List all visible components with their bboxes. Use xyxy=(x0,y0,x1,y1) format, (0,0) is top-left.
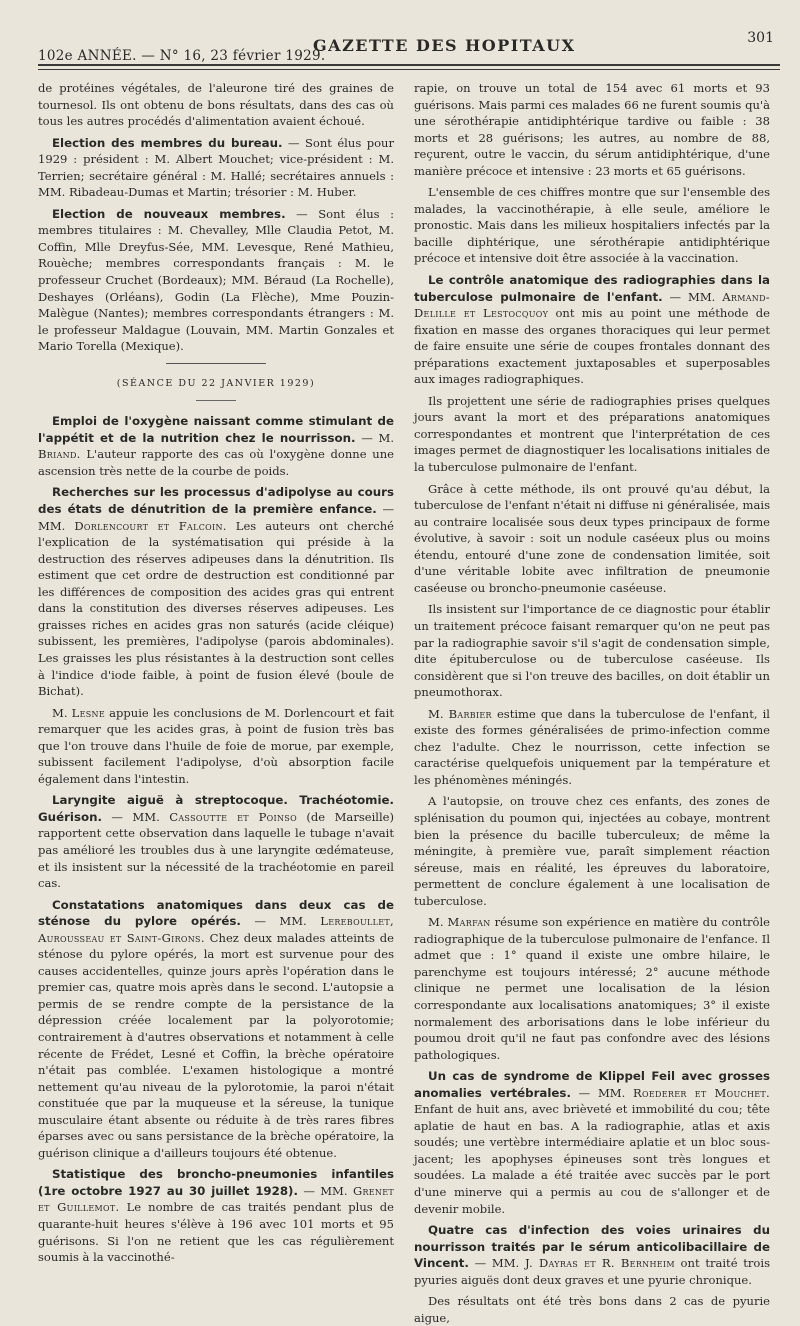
paragraph-lesne: M. Lesne appuie les conclusions de M. Dorlencourt et fait remarquer que les acides gras, à point de fusion très bas que l'on trouve dans l'huile de foie de morue, par exemple, subissent facilement l'adipolyse, d'où absorption facile également dans l'intestin. xyxy=(38,705,394,786)
paragraph: L'ensemble de ces chiffres montre que sur l'ensemble des malades, la vaccinothérapie, à elle seule, améliore le pronostic. Mais dans les milieux hospitaliers infectés par la bacille diphtérique, une sérothérapie antidiphtérique précoce et intensive doit être associée à la vaccination. xyxy=(414,185,770,266)
paragraph-marfan: M. Marfan résume son expérience en matière du contrôle radiographique de la tuberculose pulmonaire de l'enfance. Il admet que : 1° quand il existe une ombre hilaire, le parenchyme est toujours intéressé; 2° aucune méthode clinique ne permet une localisation de la lésion correspondante aux localisations anatomiques; 3° il existe normalement des arborisations dans le lobe inférieur du poumou droit qu'il ne faut pas confondre avec des lésions pathologiques. xyxy=(414,915,771,1062)
paragraph: de protéines végétales, de l'aleurone tiré des graines de tournesol. Ils ont obtenu de bons résultats, dans des cas où tous les autres procédés d'alimentation avaient échoué. xyxy=(38,81,394,129)
right-column xyxy=(414,80,771,1325)
article-bureau: Election des membres du bureau. — Sont élus pour 1929 : président : M. Albert Mouchet; vice-président : M. Terrien; secrétaire général : M. Hallé; secrétaires annuels : MM. Ribadeau-Dumas et Martin; trésorier : M. Huber. xyxy=(38,135,394,200)
article-title: Un cas de syndrome de Klippel Feil avec grosses anomalies vertébrales. xyxy=(414,1069,770,1100)
paragraph: Ils insistent sur l'importance de ce diagnostic pour établir un traitement précoce faisant remarquer qu'on ne peut pas par la radiographie savoir s'il s'agit de condensation simple, dite épituberculose ou de tuberculose caséeuse. Ils considèrent que si l'on treuve des bacilles, on doit établir un pneumothorax. xyxy=(414,602,770,700)
author: Briand. xyxy=(38,447,81,462)
header-rule xyxy=(38,64,780,66)
issue-info: 102e ANNÉE. — N° 16, 23 février 1929. xyxy=(38,48,326,64)
paragraph: Des résultats ont été très bons dans 2 cas de pyurie aigue, xyxy=(414,1294,770,1325)
article-nouveaux-membres: Election de nouveaux membres. — Sont élus : membres titulaires : M. Chevalley, Mlle Claudia Petot, M. Coffin, Mlle Dreyfus-Sée, MM. Levesque, René Mathieu, Rouèche; membres correspondants français : M. le professeur Cruchet (Bordeaux); MM. Béraud (La Rochelle), Deshayes (Orléans), Godin (La Flèche), Mme Pouzin-Malègue (Nantes); membres correspondants étrangers : M. le professeur Maldague (Louvain, MM. Martin Gonzales et Mario Torella (Mexique). xyxy=(38,206,394,354)
article-controle: Le contrôle anatomique des radiographies dans la tuberculose pulmonaire de l'enfant. — MM. Armand-Delille et Lestocquoy ont mis au point une méthode de fixation en masse des organes thoraciques qui leur permet de faire ensuite une série de coupes frontales donnant des préparations exactement juxtaposables et superposables aux images radiographiques. xyxy=(414,273,770,387)
author: Marfan xyxy=(447,915,491,930)
author: Roederer et Mouchet. xyxy=(633,1085,770,1100)
author: Armand-Delille et Lestocquoy xyxy=(414,289,770,321)
article-statistique: Statistique des broncho-pneumonies infantiles (1re octobre 1927 au 30 juillet 1928). — MM. Grenet et Guillemot. Le nombre de cas traités pendant plus de quarante-huit heures s'élève à 196 avec 101 morts et 95 guérisons. Si l'on ne retient que les cas régulièrement soumis à la vaccinothé- xyxy=(38,1167,395,1265)
article-oxygene: Emploi de l'oxygène naissant comme stimulant de l'appétit et de la nutrition chez le nourrisson. — M. Briand. L'auteur rapporte des cas où l'oxygène donne une ascension très nette de la courbe de poids. xyxy=(38,414,395,478)
paragraph: Grâce à cette méthode, ils ont prouvé qu'au début, la tuberculose de l'enfant n'était ni diffuse ni généralisée, mais au contraire localisée sous deux types principaux de forme évolutive, à savoir : soit un nodule caséeux plus ou moins étendu, entouré d'une zone de condensation limitée, soit d'une véritable lobite avec infiltration de pneumonie caséeuse ou broncho-pneumonie caséeuse. xyxy=(414,481,770,595)
article-title: Statistique des broncho-pneumonies infantiles (1re octobre 1927 au 30 juillet 1928). xyxy=(38,1167,394,1198)
left-column xyxy=(38,80,395,1265)
article-title: Constatations anatomiques dans deux cas de sténose du pylore opérés. xyxy=(38,897,394,929)
header-rule-thin xyxy=(38,69,780,70)
page-number: 301 xyxy=(747,30,774,46)
author: Cassoutte et Poinso xyxy=(169,809,297,824)
author: Lereboullet, Aurousseau et Saint-Girons. xyxy=(38,914,395,945)
paragraph: Ils projettent une série de radiographies prises quelques jours avant la mort et des préparations anatomiques correspondantes et montrent que l'interprétation de ces images permet de diagnostiquer les localisations initiales de la tuberculose pulmonaire de l'enfant. xyxy=(414,393,770,475)
seance-heading: (SÉANCE DU 22 JANVIER 1929) xyxy=(116,377,316,389)
article-pylore: Constatations anatomiques dans deux cas de sténose du pylore opérés. — MM. Lereboullet, Aurousseau et Saint-Girons. Chez deux malades atteints de sténose du pylore opérés, la mort est survenue pour des causes accidentelles, quinze jours après l'opération dans le premier cas, quatre mois après dans le second. L'autopsie a permis de se rendre compte de la persistance de la dépression créée localement par la polyorotomie; contrairement à d'autres observations et notamment à celle récente de Frédet, Lesné et Coffin, la brèche opératoire n'était pas comblée. L'examen histologique a montré nettement qu'au niveau de la pylorotomie, la paroi n'était constituée que par la muqueuse et la séreuse, la tunique musculaire étant absente ou réduite à de très rares fibres éparses avec ou sans persistance de la brèche opératoire, la guérison clinique a d'ailleurs toujours été obtenue. xyxy=(38,897,395,1160)
article-laryngite: Laryngite aiguë à streptocoque. Trachéotomie. Guérison. — MM. Cassoutte et Poinso (de Marseille) rapportent cette observation dans laquelle le tubage n'avait pas amélioré les troubles dus à une laryngite œdémateuse, et ils insistent sur la nécessité de la trachéotomie en pareil cas. xyxy=(38,793,395,891)
article-title: Quatre cas d'infection des voies urinaires du nourrisson traités par le sérum anticolibacillaire de Vincent. xyxy=(414,1223,770,1271)
author: Lesne xyxy=(71,705,105,720)
article-klippel: Un cas de syndrome de Klippel Feil avec grosses anomalies vertébrales. — MM. Roederer et Mouchet. Enfant de huit ans, avec brièveté et immobilité du cou; tête aplatie de haut en bas. A la radiographie, atlas et axis soudés; une vertèbre intermédiaire aplatie et un bloc sous-jacent; les apophyses épineuses sont très longues et soudées. La malade a été traitée avec succès par le port d'une minerve qui a permis au cou de s'allonger et de devenir mobile. xyxy=(414,1069,770,1216)
columns xyxy=(38,80,780,1325)
article-title: Recherches sur les processus d'adipolyse au cours des états de dénutrition de la première enfance. xyxy=(38,485,394,517)
separator xyxy=(166,363,266,364)
article-title: Election de nouveaux membres. xyxy=(52,206,286,221)
article-title: Election des membres du bureau. xyxy=(52,135,283,150)
page-header xyxy=(38,18,780,64)
author: J. Dayras et R. Bernheim xyxy=(524,1256,675,1271)
article-adipolyse: Recherches sur les processus d'adipolyse au cours des états de dénutrition de la première enfance. — MM. Dorlencourt et Falcoin. Les auteurs ont cherché l'explication de la systématisation qui préside à la destruction des réserves adipeuses dans la dénutrition. Ils estiment que cet ordre de destruction est conditionné par les différences de composition des acides gras qui entrent dans la constitution des diverses réserves adipeuses. Les graisses riches en acides gras non saturés (acide cléique) subissent, les premières, l'adipolyse (parois abdominales). Les graisses les plus résistantes à la destruction sont celles à l'indice d'iode faible, à point de fusion élevé (boule de Bichat). xyxy=(38,485,394,699)
article-title: Emploi de l'oxygène naissant comme stimulant de l'appétit et de la nutrition chez le nourrisson. xyxy=(38,414,394,445)
paragraph-barbier: M. Barbier estime que dans la tuberculose de l'enfant, il existe des formes généralisées de primo-infection comme chez l'adulte. Chez le nourrisson, cette infection se caractérise quelquefois uniquement par la température et les phénomènes méningés. xyxy=(414,706,770,787)
article-title: Laryngite aiguë à streptocoque. Trachéotomie. Guérison. xyxy=(38,793,394,824)
paragraph: rapie, on trouve un total de 154 avec 61 morts et 93 guérisons. Mais parmi ces malades 66 ne furent soumis qu'à une sérothérapie antidiphtérique tardive ou faible : 38 morts et 28 guérisons; les autres, au nombre de 88, reçurent, outre le vaccin, du sérum antidiphtérique, d'une manière précoce et intensive : 23 morts et 65 guérisons. xyxy=(414,81,770,178)
paragraph: A l'autopsie, on trouve chez ces enfants, des zones de splénisation du poumon qui, injectées au cobaye, montrent bien la présence du bacille tuberculeux; de même la méningite, à première vue, paraît simplement réaction séreuse, mais en réalité, les épreuves du laboratoire, permettent de conclure également à une localisation de tuberculose. xyxy=(414,794,770,908)
article-title: Le contrôle anatomique des radiographies dans la tuberculose pulmonaire de l'enfant. xyxy=(414,273,770,304)
journal-title: GAZETTE DES HOPITAUX xyxy=(313,36,576,55)
author: Barbier xyxy=(448,706,492,721)
separator-short xyxy=(196,400,236,401)
article-quatre-cas: Quatre cas d'infection des voies urinaires du nourrisson traités par le sérum anticolibacillaire de Vincent. — MM. J. Dayras et R. Bernheim ont traité trois pyuries aiguës dont deux graves et une pyurie chronique. xyxy=(414,1223,770,1287)
author: Grenet et Guillemot. xyxy=(38,1183,395,1215)
author: Dorlencourt et Falcoin. xyxy=(74,518,227,533)
